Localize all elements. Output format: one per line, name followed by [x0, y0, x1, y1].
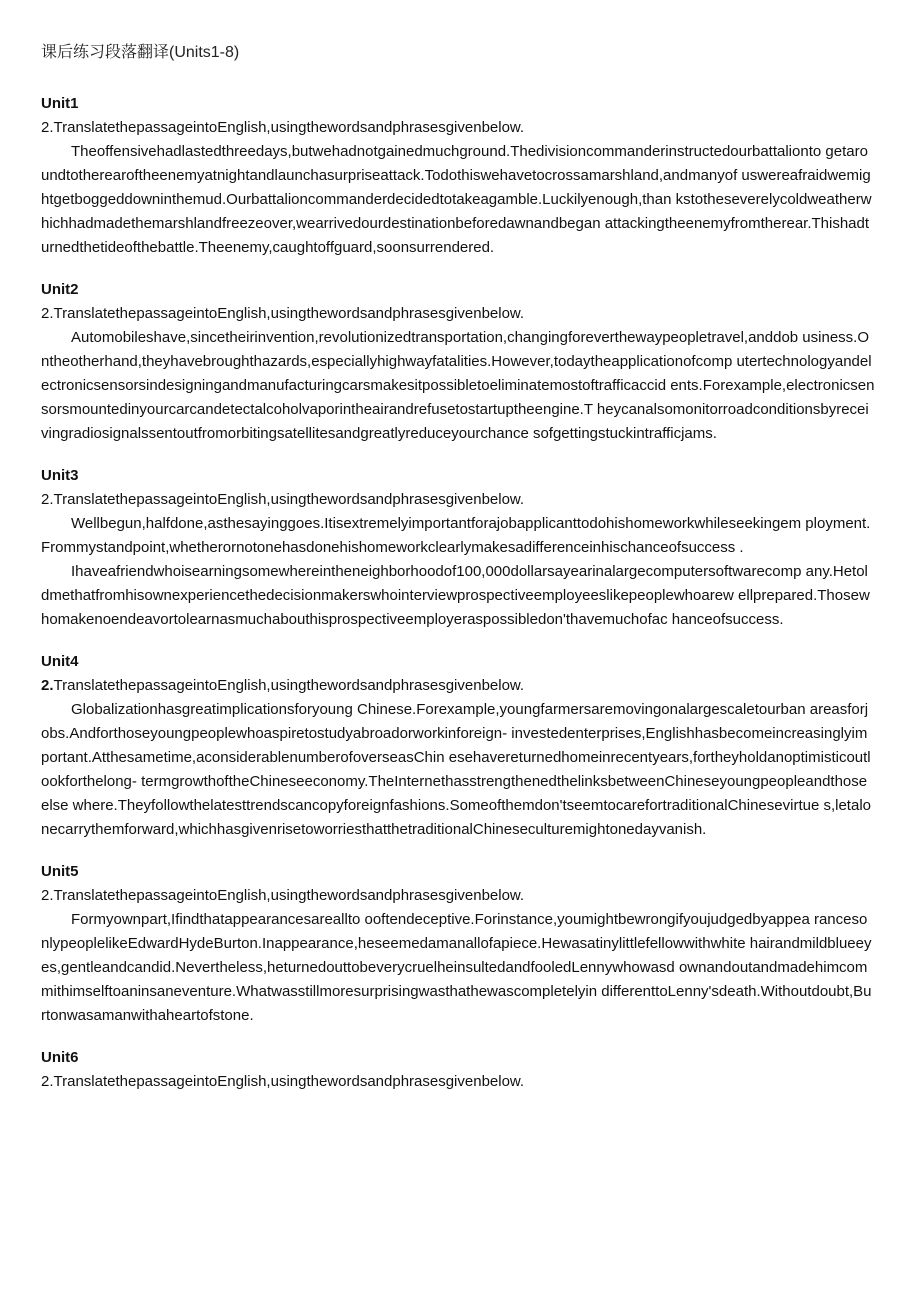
unit-heading: Unit4 — [41, 653, 79, 670]
unit-heading: Unit6 — [41, 1049, 79, 1066]
exercise-number: 2. — [41, 305, 54, 322]
passage-paragraph: Globalizationhasgreatimplicationsforyoung Chinese.Forexample,youngfarmersaremovingonalargescaletourban areasforjobs.Andforthoseyoungpeoplewhoaspiretostudyabroadorworkinforeign- investedenterprises,Englishhasbecomeincreasinglyimportant.Atthesametime,aconsiderablenumberofoverseasChin esehavereturnedhomeinrecentyears,fortheyholdanoptimisticoutlookforthelong- termgrowthoftheChineseeconomy.TheInternethasstrengthenedthelinksbetweenChineseyoungpeopleandthoseelse where.Theyfollowthelatesttrendscancopyforeignfashions.Someofthemdon'tseemtocarefortraditionalChinesevirtue s,letalonecarrythemforward,whichhasgivenrisetoworriesthatthetraditionalChineseculturemightonedayvanish. — [41, 701, 871, 838]
exercise-instruction — [41, 302, 875, 326]
instruction-text: TranslatethepassageintoEnglish,usingthewordsandphrasesgivenbelow. — [53, 677, 525, 694]
instruction-text: TranslatethepassageintoEnglish,usingthewordsandphrasesgivenbelow. — [53, 305, 525, 322]
passage-paragraph: Ihaveafriendwhoisearningsomewhereintheneighborhoodof100,000dollarsayearinalargecomputersoftwarecomp any.Hetoldmethatfromhisownexperiencethedecisionmakerswhointerviewprospectiveemployeeslikepeoplewhoarew ellprepared.Thosewhomakenoendeavortolearnasmuchabouthisprospectiveemployeraspossibledon'thavemuchofac hanceofsuccess. — [41, 563, 870, 628]
unit-section — [41, 1046, 875, 1094]
exercise-instruction — [41, 674, 875, 698]
instruction-text: TranslatethepassageintoEnglish,usingthewordsandphrasesgivenbelow. — [53, 491, 525, 508]
unit-section — [41, 278, 875, 446]
instruction-text: TranslatethepassageintoEnglish,usingthewordsandphrasesgivenbelow. — [53, 1073, 525, 1090]
exercise-number: 2. — [41, 119, 54, 136]
exercise-number: 2. — [41, 677, 54, 694]
exercise-instruction — [41, 116, 875, 140]
passage-paragraph: Theoffensivehadlastedthreedays,butwehadnotgainedmuchground.Thedivisioncommanderinstructedourbattalionto getaroundtotherearoftheenemyatnightandlaunchasurpriseattack.Todothiswehavetocrossamarshland,andmanyof uswereafraidwemightgetboggeddowninthemud.Ourbattalioncommanderdecidedtotakeagamble.Luckilyenough,than kstotheseverelycoldweatherwhichhadmadethemarshlandfreezeover,wearrivedourdestinationbeforedawnandbegan attackingtheenemyfromtherear.Thishadturnedthetideofthebattle.Theenemy,caughtoffguard,soonsurrendered. — [41, 143, 872, 256]
unit-heading: Unit1 — [41, 95, 79, 112]
exercise-number: 2. — [41, 491, 54, 508]
passage-paragraph: Automobileshave,sincetheirinvention,revolutionizedtransportation,changingforeverthewaypeopletravel,anddob usiness.Ontheotherhand,theyhavebroughthazards,especiallyhighwayfatalities.However,todaytheapplicationofcomp utertechnologyandelectronicsensorsindesigningandmanufacturingcarsmakesitpossibletoeliminatemostoftrafficaccid ents.Forexample,electronicsensorsmountedinyourcarcandetectalcoholvaporintheairandrefusetostartuptheengine.T heycanalsomonitorroadconditionsbyreceivingradiosignalssentoutfromorbitingsatellitesandgreatlyreduceyourchance sofgettingstuckintrafficjams. — [41, 329, 875, 442]
unit-heading: Unit5 — [41, 863, 79, 880]
exercise-instruction — [41, 1070, 875, 1094]
document-title: 课后练习段落翻译(Units1-8) — [41, 44, 240, 61]
passage-paragraph: Wellbegun,halfdone,asthesayinggoes.Itisextremelyimportantforajobapplicanttodohishomeworkwhileseekingem ployment.Frommystandpoint,whetherornotonehasdonehishomeworkclearlymakesadifferenceinhischanceofsuccess . — [41, 515, 871, 556]
unit-section — [41, 464, 875, 632]
instruction-text: TranslatethepassageintoEnglish,usingthewordsandphrasesgivenbelow. — [53, 887, 525, 904]
passage-paragraph: Formyownpart,Ifindthatappearancesareallto ooftendeceptive.Forinstance,youmightbewrongifyoujudgedbyappea rancesonlypeoplelikeEdwardHydeBurton.Inappearance,heseemedamanallofapiece.Hewasatinylittlefellowwithwhite hairandmildblueeyes,gentleandcandid.Nevertheless,heturnedouttobeverycruelheinsultedandfooledLennywhowasd ownandoutandmadehimcommithimselftoaninsaneventure.Whatwasstillmoresurprisingwasthathewascompletelyin differenttoLenny'sdeath.Withoutdoubt,Burtonwasamanwithaheartofstone. — [41, 911, 872, 1024]
exercise-instruction — [41, 884, 875, 908]
unit-section — [41, 860, 875, 1028]
unit-heading: Unit3 — [41, 467, 79, 484]
unit-section — [41, 92, 875, 260]
instruction-text: TranslatethepassageintoEnglish,usingthewordsandphrasesgivenbelow. — [53, 119, 525, 136]
exercise-instruction — [41, 488, 875, 512]
exercise-number: 2. — [41, 1073, 54, 1090]
exercise-number: 2. — [41, 887, 54, 904]
unit-heading: Unit2 — [41, 281, 79, 298]
unit-section — [41, 650, 875, 842]
